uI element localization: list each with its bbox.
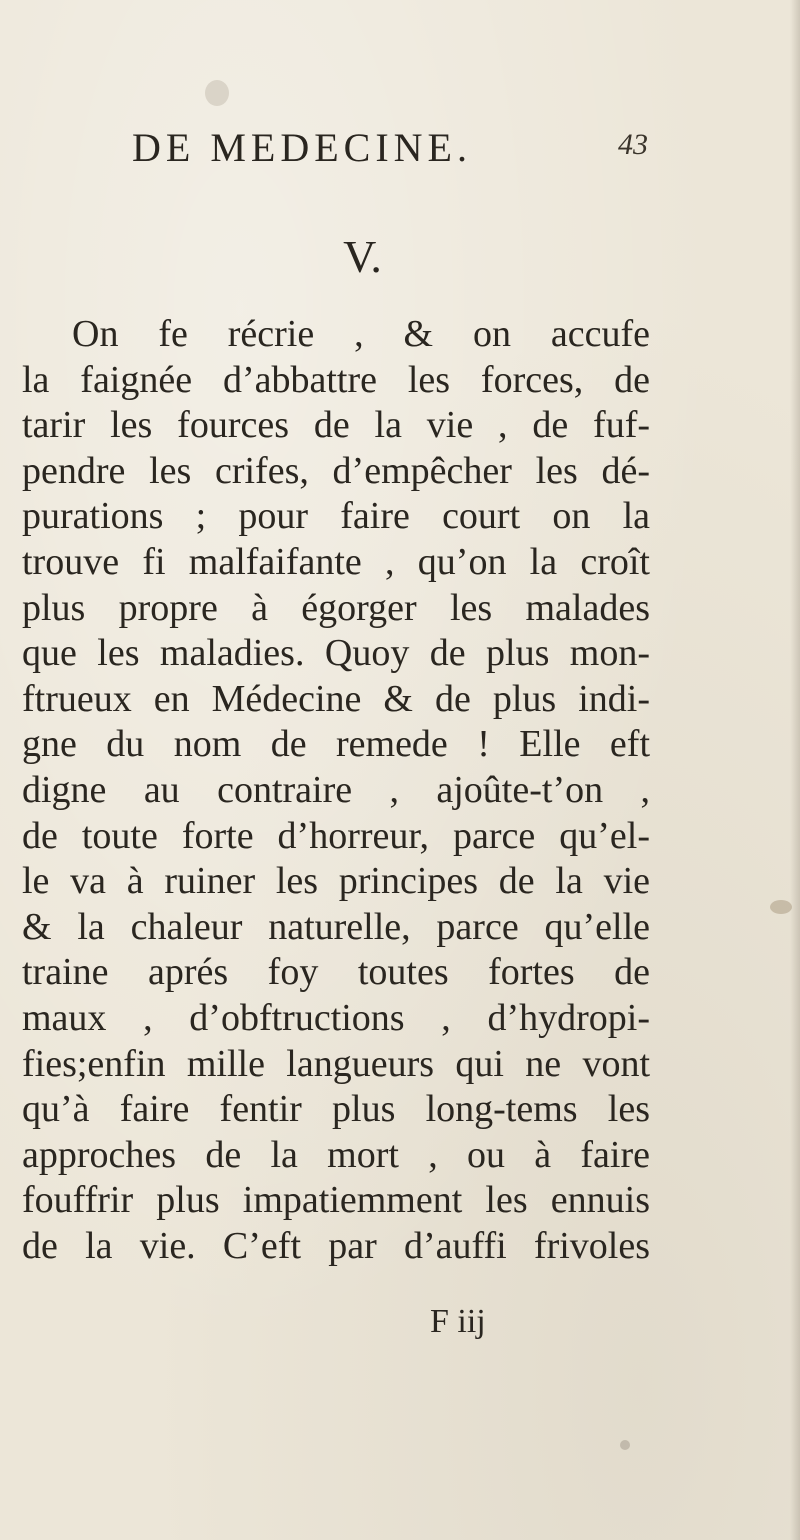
text-line: pendre les crifes, d’empêcher les dé- xyxy=(22,449,650,492)
text-line: digne au contraire , ajoûte-t’on , xyxy=(22,768,650,811)
paper-stain xyxy=(205,80,229,106)
section-numeral: V. xyxy=(343,231,382,282)
text-line: tarir les fources de la vie , de fuf- xyxy=(22,404,650,447)
page-edge-shadow xyxy=(790,0,800,1540)
paragraph xyxy=(22,312,650,1269)
running-title: DE MEDECINE. xyxy=(132,125,472,170)
text-line: le va à ruiner les principes de la vie xyxy=(22,860,650,903)
text-line: de toute forte d’horreur, parce qu’el- xyxy=(22,814,650,857)
running-head xyxy=(132,124,652,174)
text-line: maux , d’obftructions , d’hydropi- xyxy=(22,996,650,1039)
text-line: gne du nom de remede ! Elle eft xyxy=(22,723,650,766)
text-line: fies;enfin mille langueurs qui ne vont xyxy=(22,1042,650,1085)
text-line: plus propre à égorger les malades xyxy=(22,586,650,629)
text-line: traine aprés foy toutes fortes de xyxy=(22,951,650,994)
paper-stain xyxy=(620,1440,630,1450)
text-line: la faignée d’abbattre les forces, de xyxy=(22,358,650,401)
text-line: fouffrir plus impatiemment les ennuis xyxy=(22,1179,650,1222)
page-number: 43 xyxy=(618,128,648,161)
text-line: purations ; pour faire court on la xyxy=(22,495,650,538)
text-line: approches de la mort , ou à faire xyxy=(22,1133,650,1176)
signature-mark: F iij xyxy=(430,1303,486,1340)
text-line: qu’à faire fentir plus long-tems les xyxy=(22,1088,650,1131)
text-line: On fe récrie , & on accufe xyxy=(72,313,650,355)
text-line: de la vie. C’eft par d’auffi frivoles xyxy=(22,1224,650,1267)
text-line: que les maladies. Quoy de plus mon- xyxy=(22,632,650,675)
text-line: & la chaleur naturelle, parce qu’elle xyxy=(22,905,650,948)
text-line: trouve fi malfaifante , qu’on la croît xyxy=(22,540,650,583)
paper-stain xyxy=(770,900,792,914)
text-line: ftrueux en Médecine & de plus indi- xyxy=(22,677,650,720)
